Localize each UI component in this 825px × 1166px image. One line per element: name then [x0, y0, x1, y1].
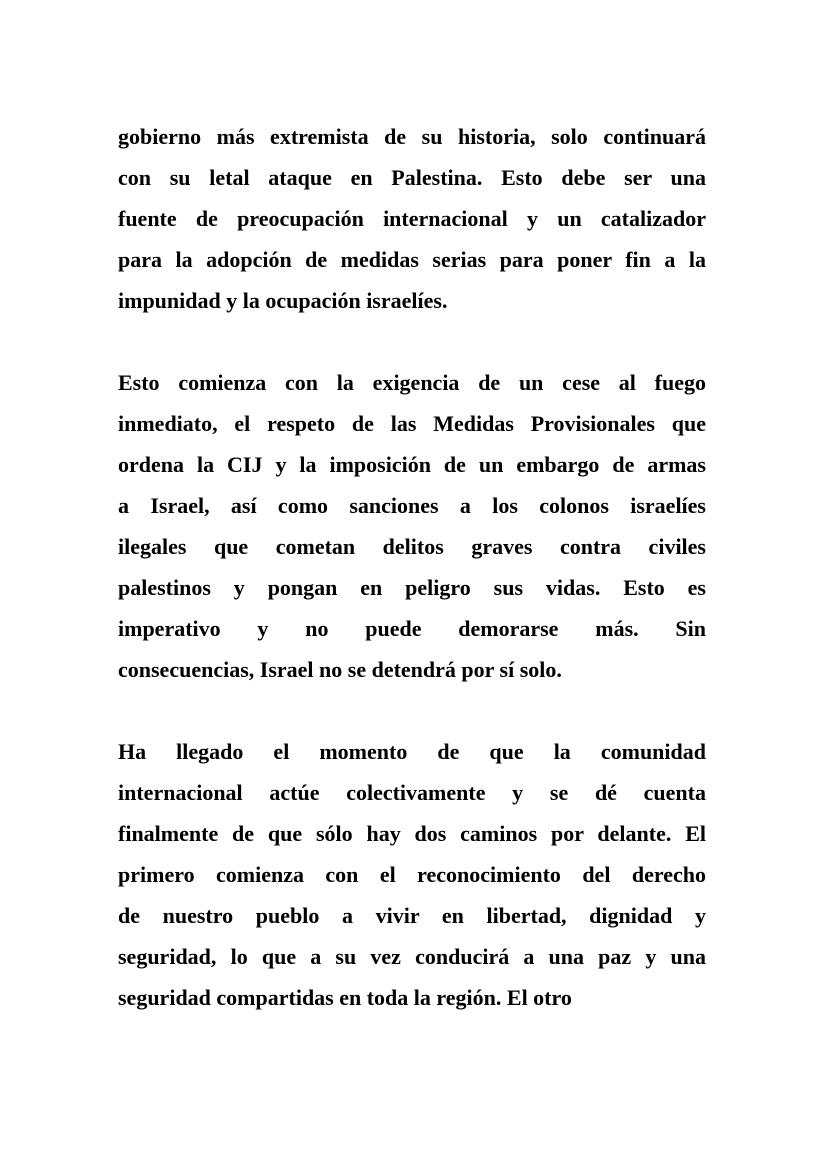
text-line: internacional actúe colectivamente y se dé cuenta — [118, 780, 706, 805]
paragraph — [118, 731, 706, 1018]
text-line: fuente de preocupación internacional y un catalizador — [118, 206, 706, 231]
text-line: Ha llegado el momento de que la comunidad — [118, 739, 706, 764]
paragraph — [118, 362, 706, 690]
text-line: imperativo y no puede demorarse más. Sin — [118, 616, 706, 641]
text-line: seguridad compartidas en toda la región. El otro — [118, 985, 572, 1010]
text-line: finalmente de que sólo hay dos caminos por delante. El — [118, 821, 706, 846]
text-line: primero comienza con el reconocimiento del derecho — [118, 862, 706, 887]
text-line: con su letal ataque en Palestina. Esto debe ser una — [118, 165, 706, 190]
text-line: Esto comienza con la exigencia de un cese al fuego — [118, 370, 706, 395]
text-line: gobierno más extremista de su historia, solo continuará — [118, 124, 706, 149]
text-line: consecuencias, Israel no se detendrá por sí solo. — [118, 657, 562, 682]
text-line: inmediato, el respeto de las Medidas Provisionales que — [118, 411, 706, 436]
text-line: seguridad, lo que a su vez conducirá a una paz y una — [118, 944, 706, 969]
paragraph — [118, 116, 706, 321]
text-line: impunidad y la ocupación israelíes. — [118, 288, 448, 313]
document-text-block — [118, 116, 706, 1018]
text-line: de nuestro pueblo a vivir en libertad, dignidad y — [118, 903, 706, 928]
text-line: a Israel, así como sanciones a los colonos israelíes — [118, 493, 706, 518]
text-line: para la adopción de medidas serias para poner fin a la — [118, 247, 706, 272]
text-line: ilegales que cometan delitos graves contra civiles — [118, 534, 706, 559]
text-line: palestinos y pongan en peligro sus vidas. Esto es — [118, 575, 706, 600]
text-line: ordena la CIJ y la imposición de un embargo de armas — [118, 452, 706, 477]
